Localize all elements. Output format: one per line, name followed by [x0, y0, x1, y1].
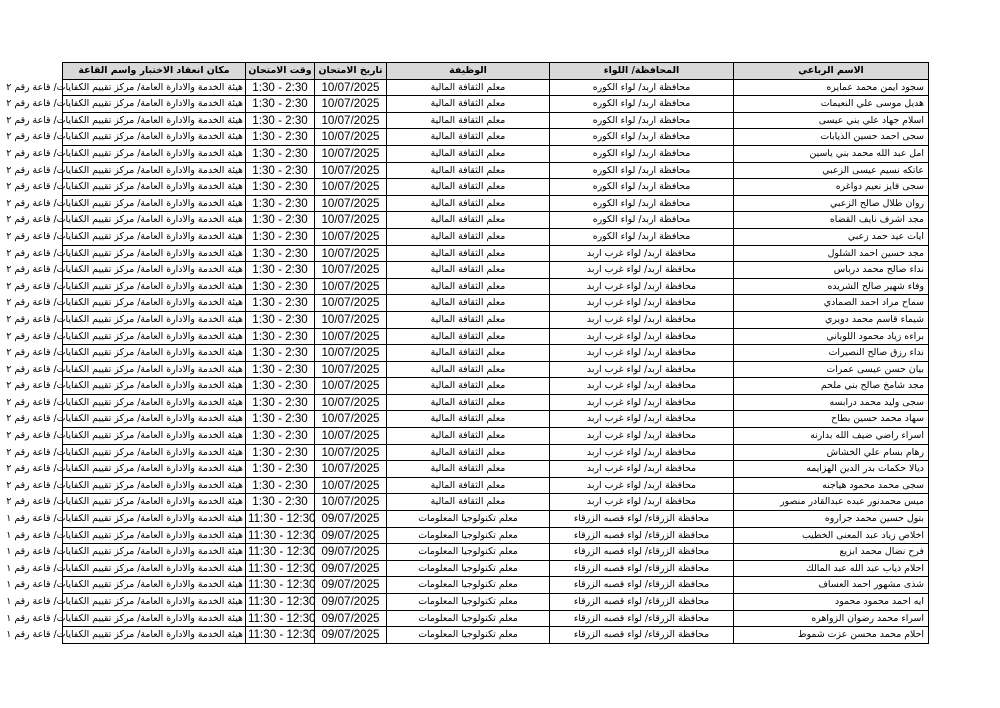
- cell-exam-time: 11:30 - 12:30: [246, 577, 315, 594]
- cell-job: معلم الثقافة المالية: [387, 477, 550, 494]
- cell-exam-date: 10/07/2025: [315, 195, 387, 212]
- cell-governorate: محافظة اربد/ لواء غرب اربد: [550, 461, 734, 478]
- header-exam-time: وقت الامتحان: [246, 63, 315, 80]
- table-row: [63, 527, 929, 544]
- cell-job: معلم الثقافة المالية: [387, 278, 550, 295]
- table-row: [63, 428, 929, 445]
- cell-job: معلم الثقافة المالية: [387, 129, 550, 146]
- table-row: [63, 162, 929, 179]
- cell-job: معلم الثقافة المالية: [387, 444, 550, 461]
- cell-exam-time: 1:30 - 2:30: [246, 212, 315, 229]
- cell-job: معلم الثقافة المالية: [387, 428, 550, 445]
- cell-full-name: سجى محمد محمود هياجنه: [734, 477, 929, 494]
- cell-full-name: سماح مراد احمد الصمادي: [734, 295, 929, 312]
- cell-exam-date: 10/07/2025: [315, 361, 387, 378]
- table-row: [63, 361, 929, 378]
- cell-governorate: محافظة اربد/ لواء غرب اربد: [550, 345, 734, 362]
- table-row: [63, 494, 929, 511]
- cell-governorate: محافظة الزرقاء/ لواء قصبه الزرقاء: [550, 544, 734, 561]
- cell-job: معلم الثقافة المالية: [387, 145, 550, 162]
- table-row: [63, 461, 929, 478]
- cell-job: معلم تكنولوجيا المعلومات: [387, 627, 550, 644]
- cell-exam-place: هيئة الخدمة والادارة العامة/ مركز تقييم الكفايات/ قاعة رقم ٢: [63, 311, 246, 328]
- cell-governorate: محافظة اربد/ لواء الكوره: [550, 195, 734, 212]
- cell-full-name: نداء صالح محمد درباس: [734, 262, 929, 279]
- table-row: [63, 195, 929, 212]
- cell-exam-time: 1:30 - 2:30: [246, 411, 315, 428]
- cell-exam-place: هيئة الخدمة والادارة العامة/ مركز تقييم الكفايات/ قاعة رقم ٢: [63, 278, 246, 295]
- table-row: [63, 627, 929, 644]
- cell-full-name: سجى فايز نعيم دواغره: [734, 179, 929, 196]
- cell-job: معلم الثقافة المالية: [387, 394, 550, 411]
- cell-exam-time: 1:30 - 2:30: [246, 477, 315, 494]
- cell-exam-place: هيئة الخدمة والادارة العامة/ مركز تقييم الكفايات/ قاعة رقم ٢: [63, 112, 246, 129]
- cell-exam-date: 10/07/2025: [315, 311, 387, 328]
- cell-exam-time: 11:30 - 12:30: [246, 627, 315, 644]
- cell-job: معلم الثقافة المالية: [387, 361, 550, 378]
- cell-governorate: محافظة اربد/ لواء غرب اربد: [550, 444, 734, 461]
- cell-job: معلم الثقافة المالية: [387, 378, 550, 395]
- cell-full-name: شذى مشهور احمد العساف: [734, 577, 929, 594]
- cell-governorate: محافظة اربد/ لواء الكوره: [550, 179, 734, 196]
- cell-exam-date: 10/07/2025: [315, 444, 387, 461]
- cell-exam-time: 1:30 - 2:30: [246, 145, 315, 162]
- cell-exam-time: 1:30 - 2:30: [246, 428, 315, 445]
- cell-governorate: محافظة الزرقاء/ لواء قصبه الزرقاء: [550, 577, 734, 594]
- cell-exam-time: 1:30 - 2:30: [246, 345, 315, 362]
- cell-exam-place: هيئة الخدمة والادارة العامة/ مركز تقييم الكفايات/ قاعة رقم ١: [63, 627, 246, 644]
- cell-governorate: محافظة الزرقاء/ لواء قصبه الزرقاء: [550, 511, 734, 528]
- cell-full-name: روان طلال صالح الزعبي: [734, 195, 929, 212]
- cell-exam-place: هيئة الخدمة والادارة العامة/ مركز تقييم الكفايات/ قاعة رقم ٢: [63, 162, 246, 179]
- cell-full-name: ايه احمد محمود محمود: [734, 594, 929, 611]
- cell-exam-time: 1:30 - 2:30: [246, 195, 315, 212]
- cell-governorate: محافظة اربد/ لواء غرب اربد: [550, 494, 734, 511]
- cell-governorate: محافظة الزرقاء/ لواء قصبه الزرقاء: [550, 610, 734, 627]
- cell-exam-place: هيئة الخدمة والادارة العامة/ مركز تقييم الكفايات/ قاعة رقم ٢: [63, 345, 246, 362]
- cell-full-name: احلام محمد محسن عزت شموط: [734, 627, 929, 644]
- cell-exam-place: هيئة الخدمة والادارة العامة/ مركز تقييم الكفايات/ قاعة رقم ٢: [63, 328, 246, 345]
- header-full-name: الاسم الرباعي: [734, 63, 929, 80]
- cell-exam-place: هيئة الخدمة والادارة العامة/ مركز تقييم الكفايات/ قاعة رقم ٢: [63, 245, 246, 262]
- cell-exam-date: 10/07/2025: [315, 477, 387, 494]
- table-row: [63, 328, 929, 345]
- cell-exam-date: 10/07/2025: [315, 394, 387, 411]
- table-row: [63, 594, 929, 611]
- cell-job: معلم تكنولوجيا المعلومات: [387, 610, 550, 627]
- cell-exam-time: 1:30 - 2:30: [246, 328, 315, 345]
- table-row: [63, 411, 929, 428]
- cell-exam-date: 10/07/2025: [315, 461, 387, 478]
- table-row: [63, 610, 929, 627]
- cell-exam-time: 11:30 - 12:30: [246, 527, 315, 544]
- header-exam-place: مكان انعقاد الاختبار واسم القاعة: [63, 63, 246, 80]
- table-row: [63, 129, 929, 146]
- cell-full-name: امل عبد الله محمد بني ياسين: [734, 145, 929, 162]
- cell-full-name: سهاد محمد حسين بطاح: [734, 411, 929, 428]
- cell-job: معلم الثقافة المالية: [387, 162, 550, 179]
- cell-exam-time: 1:30 - 2:30: [246, 262, 315, 279]
- cell-full-name: ايات عيد حمد زعبي: [734, 228, 929, 245]
- exam-schedule-table: [6, 62, 929, 644]
- cell-exam-time: 1:30 - 2:30: [246, 129, 315, 146]
- table-row: [63, 477, 929, 494]
- cell-job: معلم تكنولوجيا المعلومات: [387, 594, 550, 611]
- cell-exam-place: هيئة الخدمة والادارة العامة/ مركز تقييم الكفايات/ قاعة رقم ٢: [63, 477, 246, 494]
- table-row: [63, 560, 929, 577]
- cell-exam-date: 10/07/2025: [315, 179, 387, 196]
- cell-job: معلم الثقافة المالية: [387, 179, 550, 196]
- cell-exam-place: هيئة الخدمة والادارة العامة/ مركز تقييم الكفايات/ قاعة رقم ٢: [63, 428, 246, 445]
- cell-exam-place: هيئة الخدمة والادارة العامة/ مركز تقييم الكفايات/ قاعة رقم ١: [63, 527, 246, 544]
- cell-exam-time: 1:30 - 2:30: [246, 278, 315, 295]
- cell-exam-time: 11:30 - 12:30: [246, 511, 315, 528]
- table-row: [63, 96, 929, 113]
- cell-full-name: سجى وليد محمد درابسه: [734, 394, 929, 411]
- cell-governorate: محافظة اربد/ لواء غرب اربد: [550, 477, 734, 494]
- cell-exam-date: 09/07/2025: [315, 544, 387, 561]
- cell-exam-date: 10/07/2025: [315, 112, 387, 129]
- cell-full-name: مجد حسين احمد الشلول: [734, 245, 929, 262]
- header-row: [63, 63, 929, 80]
- cell-exam-time: 1:30 - 2:30: [246, 461, 315, 478]
- table-row: [63, 544, 929, 561]
- cell-exam-place: هيئة الخدمة والادارة العامة/ مركز تقييم الكفايات/ قاعة رقم ٢: [63, 295, 246, 312]
- cell-job: معلم الثقافة المالية: [387, 112, 550, 129]
- cell-exam-place: هيئة الخدمة والادارة العامة/ مركز تقييم الكفايات/ قاعة رقم ٢: [63, 444, 246, 461]
- cell-full-name: فرح نضال محمد ابزيع: [734, 544, 929, 561]
- cell-exam-place: هيئة الخدمة والادارة العامة/ مركز تقييم الكفايات/ قاعة رقم ١: [63, 594, 246, 611]
- cell-exam-place: هيئة الخدمة والادارة العامة/ مركز تقييم الكفايات/ قاعة رقم ٢: [63, 145, 246, 162]
- header-exam-date: تاريخ الامتحان: [315, 63, 387, 80]
- table-row: [63, 394, 929, 411]
- cell-full-name: مجد شامخ صالح بني ملحم: [734, 378, 929, 395]
- cell-exam-date: 10/07/2025: [315, 378, 387, 395]
- cell-governorate: محافظة اربد/ لواء غرب اربد: [550, 245, 734, 262]
- table-row: [63, 345, 929, 362]
- cell-exam-date: 10/07/2025: [315, 162, 387, 179]
- cell-governorate: محافظة اربد/ لواء غرب اربد: [550, 428, 734, 445]
- table-row: [63, 179, 929, 196]
- cell-exam-place: هيئة الخدمة والادارة العامة/ مركز تقييم الكفايات/ قاعة رقم ٢: [63, 195, 246, 212]
- cell-full-name: رهام بسام علي الخشاش: [734, 444, 929, 461]
- cell-governorate: محافظة اربد/ لواء غرب اربد: [550, 295, 734, 312]
- cell-governorate: محافظة اربد/ لواء غرب اربد: [550, 411, 734, 428]
- cell-full-name: نداء رزق صالح النصيرات: [734, 345, 929, 362]
- cell-job: معلم الثقافة المالية: [387, 295, 550, 312]
- cell-exam-time: 1:30 - 2:30: [246, 394, 315, 411]
- table-row: [63, 511, 929, 528]
- cell-governorate: محافظة اربد/ لواء غرب اربد: [550, 311, 734, 328]
- cell-job: معلم الثقافة المالية: [387, 411, 550, 428]
- table-row: [63, 212, 929, 229]
- cell-exam-place: هيئة الخدمة والادارة العامة/ مركز تقييم الكفايات/ قاعة رقم ٢: [63, 212, 246, 229]
- cell-exam-place: هيئة الخدمة والادارة العامة/ مركز تقييم الكفايات/ قاعة رقم ٢: [63, 494, 246, 511]
- cell-exam-place: هيئة الخدمة والادارة العامة/ مركز تقييم الكفايات/ قاعة رقم ٢: [63, 378, 246, 395]
- cell-governorate: محافظة اربد/ لواء الكوره: [550, 228, 734, 245]
- cell-exam-place: هيئة الخدمة والادارة العامة/ مركز تقييم الكفايات/ قاعة رقم ٢: [63, 262, 246, 279]
- cell-full-name: اسلام جهاد علي بني عيسى: [734, 112, 929, 129]
- cell-exam-time: 1:30 - 2:30: [246, 295, 315, 312]
- cell-governorate: محافظة اربد/ لواء غرب اربد: [550, 361, 734, 378]
- cell-exam-date: 10/07/2025: [315, 345, 387, 362]
- cell-exam-time: 1:30 - 2:30: [246, 311, 315, 328]
- cell-exam-date: 09/07/2025: [315, 560, 387, 577]
- cell-exam-time: 1:30 - 2:30: [246, 112, 315, 129]
- cell-governorate: محافظة الزرقاء/ لواء قصبه الزرقاء: [550, 627, 734, 644]
- cell-job: معلم الثقافة المالية: [387, 195, 550, 212]
- exam-schedule-sheet: [6, 62, 928, 644]
- table-row: [63, 311, 929, 328]
- cell-full-name: ميس محمدنور عبده عبدالقادر منصور: [734, 494, 929, 511]
- header-job: الوظيفة: [387, 63, 550, 80]
- cell-exam-place: هيئة الخدمة والادارة العامة/ مركز تقييم الكفايات/ قاعة رقم ٢: [63, 79, 246, 96]
- table-row: [63, 444, 929, 461]
- cell-exam-date: 10/07/2025: [315, 278, 387, 295]
- cell-governorate: محافظة اربد/ لواء الكوره: [550, 112, 734, 129]
- cell-job: معلم الثقافة المالية: [387, 311, 550, 328]
- cell-exam-time: 1:30 - 2:30: [246, 494, 315, 511]
- cell-full-name: عاتكه نسيم عيسى الزعبي: [734, 162, 929, 179]
- cell-exam-date: 09/07/2025: [315, 610, 387, 627]
- cell-exam-time: 1:30 - 2:30: [246, 228, 315, 245]
- cell-exam-place: هيئة الخدمة والادارة العامة/ مركز تقييم الكفايات/ قاعة رقم ١: [63, 511, 246, 528]
- cell-exam-time: 1:30 - 2:30: [246, 245, 315, 262]
- cell-exam-place: هيئة الخدمة والادارة العامة/ مركز تقييم الكفايات/ قاعة رقم ٢: [63, 461, 246, 478]
- cell-job: معلم الثقافة المالية: [387, 262, 550, 279]
- cell-exam-date: 10/07/2025: [315, 245, 387, 262]
- cell-full-name: بتول حسين محمد جراروه: [734, 511, 929, 528]
- cell-exam-date: 09/07/2025: [315, 527, 387, 544]
- cell-exam-date: 10/07/2025: [315, 428, 387, 445]
- cell-exam-date: 10/07/2025: [315, 328, 387, 345]
- cell-governorate: محافظة اربد/ لواء الكوره: [550, 145, 734, 162]
- cell-exam-date: 10/07/2025: [315, 295, 387, 312]
- cell-full-name: سجود ايمن محمد عمايره: [734, 79, 929, 96]
- cell-governorate: محافظة اربد/ لواء الكوره: [550, 212, 734, 229]
- cell-exam-time: 11:30 - 12:30: [246, 560, 315, 577]
- cell-governorate: محافظة اربد/ لواء الكوره: [550, 162, 734, 179]
- cell-exam-date: 10/07/2025: [315, 96, 387, 113]
- cell-governorate: محافظة اربد/ لواء الكوره: [550, 129, 734, 146]
- cell-full-name: اسراء محمد رضوان الزواهره: [734, 610, 929, 627]
- cell-governorate: محافظة اربد/ لواء الكوره: [550, 79, 734, 96]
- cell-full-name: سجى احمد حسين الذيابات: [734, 129, 929, 146]
- cell-job: معلم الثقافة المالية: [387, 79, 550, 96]
- table-row: [63, 278, 929, 295]
- cell-exam-date: 09/07/2025: [315, 577, 387, 594]
- cell-full-name: مجد اشرف نايف القضاه: [734, 212, 929, 229]
- cell-exam-date: 10/07/2025: [315, 79, 387, 96]
- cell-job: معلم الثقافة المالية: [387, 245, 550, 262]
- cell-full-name: هديل موسى علي النعيمات: [734, 96, 929, 113]
- cell-exam-date: 10/07/2025: [315, 411, 387, 428]
- cell-exam-date: 10/07/2025: [315, 145, 387, 162]
- cell-exam-place: هيئة الخدمة والادارة العامة/ مركز تقييم الكفايات/ قاعة رقم ١: [63, 610, 246, 627]
- cell-job: معلم الثقافة المالية: [387, 328, 550, 345]
- cell-job: معلم الثقافة المالية: [387, 461, 550, 478]
- cell-governorate: محافظة اربد/ لواء غرب اربد: [550, 278, 734, 295]
- table-row: [63, 245, 929, 262]
- cell-exam-place: هيئة الخدمة والادارة العامة/ مركز تقييم الكفايات/ قاعة رقم ٢: [63, 361, 246, 378]
- cell-job: معلم الثقافة المالية: [387, 96, 550, 113]
- cell-exam-place: هيئة الخدمة والادارة العامة/ مركز تقييم الكفايات/ قاعة رقم ٢: [63, 96, 246, 113]
- cell-exam-time: 11:30 - 12:30: [246, 544, 315, 561]
- cell-full-name: شيماء قاسم محمد دويري: [734, 311, 929, 328]
- cell-exam-place: هيئة الخدمة والادارة العامة/ مركز تقييم الكفايات/ قاعة رقم ١: [63, 560, 246, 577]
- cell-exam-date: 09/07/2025: [315, 627, 387, 644]
- cell-exam-time: 1:30 - 2:30: [246, 79, 315, 96]
- cell-job: معلم الثقافة المالية: [387, 212, 550, 229]
- cell-job: معلم تكنولوجيا المعلومات: [387, 527, 550, 544]
- cell-job: معلم تكنولوجيا المعلومات: [387, 544, 550, 561]
- table-row: [63, 145, 929, 162]
- cell-exam-date: 10/07/2025: [315, 262, 387, 279]
- table-row: [63, 79, 929, 96]
- cell-exam-date: 10/07/2025: [315, 228, 387, 245]
- cell-exam-place: هيئة الخدمة والادارة العامة/ مركز تقييم الكفايات/ قاعة رقم ٢: [63, 179, 246, 196]
- cell-full-name: ديالا حكمات بدر الدين الهزايمه: [734, 461, 929, 478]
- cell-exam-place: هيئة الخدمة والادارة العامة/ مركز تقييم الكفايات/ قاعة رقم ٢: [63, 394, 246, 411]
- cell-exam-date: 10/07/2025: [315, 129, 387, 146]
- table-row: [63, 262, 929, 279]
- table-row: [63, 228, 929, 245]
- cell-exam-date: 10/07/2025: [315, 494, 387, 511]
- cell-job: معلم تكنولوجيا المعلومات: [387, 511, 550, 528]
- cell-governorate: محافظة اربد/ لواء غرب اربد: [550, 378, 734, 395]
- cell-governorate: محافظة اربد/ لواء غرب اربد: [550, 394, 734, 411]
- cell-full-name: اسراء راضي ضيف الله بدارنه: [734, 428, 929, 445]
- cell-job: معلم الثقافة المالية: [387, 494, 550, 511]
- table-row: [63, 378, 929, 395]
- cell-job: معلم الثقافة المالية: [387, 345, 550, 362]
- cell-exam-place: هيئة الخدمة والادارة العامة/ مركز تقييم الكفايات/ قاعة رقم ٢: [63, 228, 246, 245]
- cell-governorate: محافظة الزرقاء/ لواء قصبه الزرقاء: [550, 560, 734, 577]
- cell-exam-time: 11:30 - 12:30: [246, 594, 315, 611]
- cell-job: معلم تكنولوجيا المعلومات: [387, 560, 550, 577]
- cell-governorate: محافظة الزرقاء/ لواء قصبه الزرقاء: [550, 594, 734, 611]
- cell-job: معلم الثقافة المالية: [387, 228, 550, 245]
- cell-exam-place: هيئة الخدمة والادارة العامة/ مركز تقييم الكفايات/ قاعة رقم ١: [63, 544, 246, 561]
- cell-exam-date: 09/07/2025: [315, 511, 387, 528]
- cell-full-name: اخلاص زياد عبد المعنى الخطيب: [734, 527, 929, 544]
- cell-exam-time: 1:30 - 2:30: [246, 162, 315, 179]
- cell-governorate: محافظة اربد/ لواء غرب اربد: [550, 328, 734, 345]
- cell-full-name: وفاء شهير صالح الشريده: [734, 278, 929, 295]
- cell-exam-place: هيئة الخدمة والادارة العامة/ مركز تقييم الكفايات/ قاعة رقم ٢: [63, 129, 246, 146]
- cell-full-name: احلام ذياب عبد الله عبد المالك: [734, 560, 929, 577]
- header-governorate: المحافظة/ اللواء: [550, 63, 734, 80]
- cell-governorate: محافظة الزرقاء/ لواء قصبه الزرقاء: [550, 527, 734, 544]
- cell-exam-time: 1:30 - 2:30: [246, 378, 315, 395]
- cell-exam-place: هيئة الخدمة والادارة العامة/ مركز تقييم الكفايات/ قاعة رقم ١: [63, 577, 246, 594]
- cell-exam-date: 09/07/2025: [315, 594, 387, 611]
- cell-full-name: براءه زياد محمود اللوباني: [734, 328, 929, 345]
- cell-exam-time: 11:30 - 12:30: [246, 610, 315, 627]
- cell-exam-time: 1:30 - 2:30: [246, 444, 315, 461]
- table-row: [63, 577, 929, 594]
- cell-job: معلم تكنولوجيا المعلومات: [387, 577, 550, 594]
- cell-governorate: محافظة اربد/ لواء غرب اربد: [550, 262, 734, 279]
- cell-exam-time: 1:30 - 2:30: [246, 361, 315, 378]
- cell-exam-time: 1:30 - 2:30: [246, 179, 315, 196]
- table-row: [63, 295, 929, 312]
- cell-exam-place: هيئة الخدمة والادارة العامة/ مركز تقييم الكفايات/ قاعة رقم ٢: [63, 411, 246, 428]
- cell-exam-time: 1:30 - 2:30: [246, 96, 315, 113]
- cell-full-name: بيان حسن عيسى عمرات: [734, 361, 929, 378]
- cell-exam-date: 10/07/2025: [315, 212, 387, 229]
- table-row: [63, 112, 929, 129]
- cell-governorate: محافظة اربد/ لواء الكوره: [550, 96, 734, 113]
